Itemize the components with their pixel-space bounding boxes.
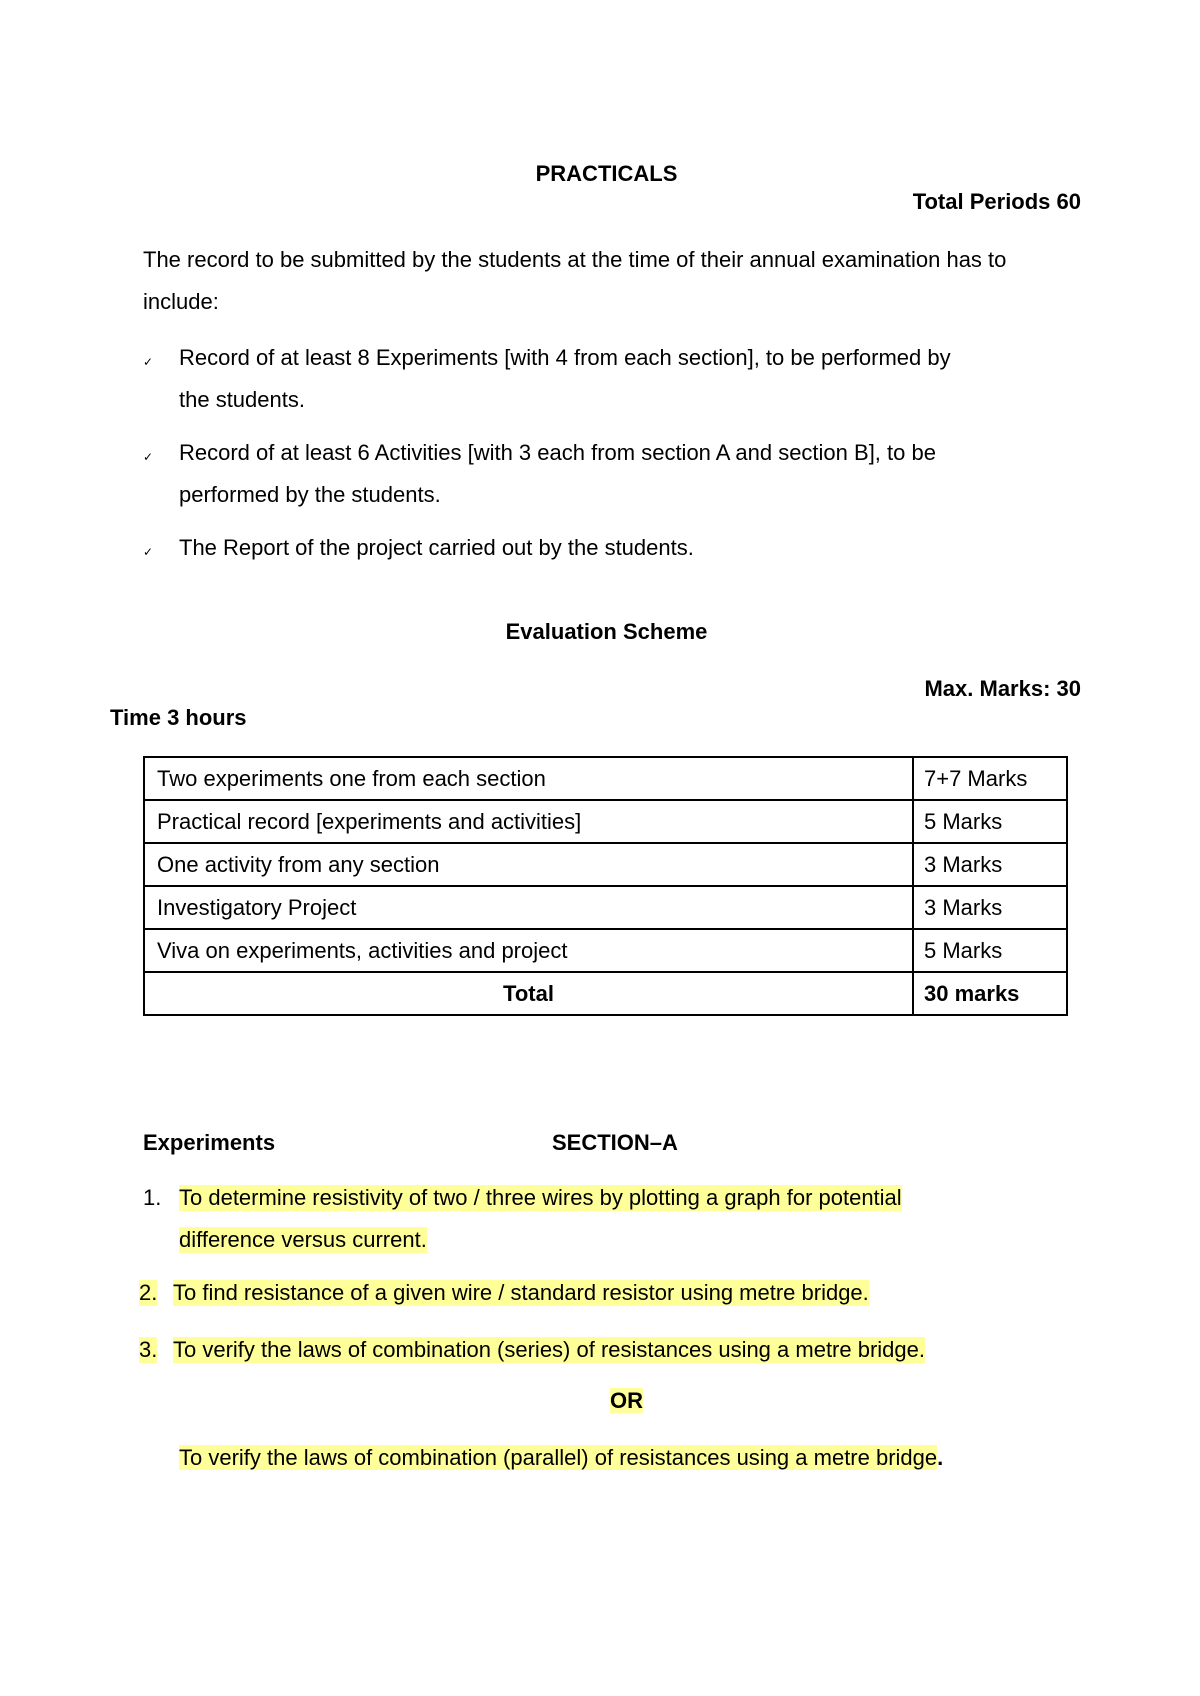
- experiment-3-number: 3.: [139, 1337, 158, 1362]
- table-total-row: [144, 972, 1067, 1015]
- intro-line-1: The record to be submitted by the students at the time of their annual examination has to: [143, 247, 1007, 272]
- total-periods: Total Periods 60: [912, 189, 1081, 214]
- table-total-label: Total: [144, 972, 913, 1015]
- experiment-2-line-1: To find resistance of a given wire / standard resistor using metre bridge.: [173, 1280, 869, 1305]
- table-cell-marks: 3 Marks: [913, 886, 1067, 929]
- bullet-2-line-1: Record of at least 6 Activities [with 3 each from section A and section B], to be: [179, 440, 936, 465]
- intro-line-2: include:: [143, 289, 219, 314]
- table-row: [144, 886, 1067, 929]
- table-row: [144, 757, 1067, 800]
- bullet-2-line-2: performed by the students.: [179, 482, 441, 507]
- bullet-1-line-2: the students.: [179, 387, 305, 412]
- checkmark-icon: ✓: [143, 450, 154, 464]
- or-text: OR: [610, 1388, 643, 1413]
- table-cell-marks: 7+7 Marks: [913, 757, 1067, 800]
- table-cell-marks: 5 Marks: [913, 800, 1067, 843]
- table-row: [144, 843, 1067, 886]
- table-row: [144, 800, 1067, 843]
- experiment-3-line-1: To verify the laws of combination (series) of resistances using a metre bridge.: [173, 1337, 925, 1362]
- section-heading: SECTION–A: [552, 1130, 678, 1155]
- experiment-1-line-2: difference versus current.: [179, 1227, 427, 1252]
- experiment-3-alt-text: To verify the laws of combination (parallel) of resistances using a metre bridge: [179, 1445, 938, 1470]
- table-cell-item: Two experiments one from each section: [144, 757, 913, 800]
- table-total-marks: 30 marks: [913, 972, 1067, 1015]
- checkmark-icon: ✓: [143, 355, 154, 369]
- table-cell-item: Viva on experiments, activities and project: [144, 929, 913, 972]
- experiment-3-alternative: [179, 1445, 943, 1471]
- experiment-1-line-1: To determine resistivity of two / three wires by plotting a graph for potential: [179, 1185, 902, 1210]
- table-cell-item: Investigatory Project: [144, 886, 913, 929]
- experiments-heading: Experiments: [143, 1130, 276, 1155]
- table-cell-item: Practical record [experiments and activities]: [144, 800, 913, 843]
- evaluation-table: [143, 756, 1068, 1016]
- or-separator: [0, 1388, 1200, 1414]
- exam-time: Time 3 hours: [110, 705, 247, 730]
- experiment-3-alt-period: .: [937, 1445, 944, 1470]
- page-title: PRACTICALS: [535, 161, 678, 186]
- table-cell-marks: 5 Marks: [913, 929, 1067, 972]
- checkmark-icon: ✓: [143, 545, 154, 559]
- bullet-3-line-1: The Report of the project carried out by the students.: [179, 535, 694, 560]
- table-cell-item: One activity from any section: [144, 843, 913, 886]
- max-marks: Max. Marks: 30: [924, 676, 1081, 701]
- table-row: [144, 929, 1067, 972]
- bullet-1-line-1: Record of at least 8 Experiments [with 4 from each section], to be performed by: [179, 345, 951, 370]
- evaluation-title: Evaluation Scheme: [505, 619, 708, 644]
- experiment-1-number: 1.: [143, 1185, 162, 1210]
- table-cell-marks: 3 Marks: [913, 843, 1067, 886]
- experiment-2-number: 2.: [139, 1280, 158, 1305]
